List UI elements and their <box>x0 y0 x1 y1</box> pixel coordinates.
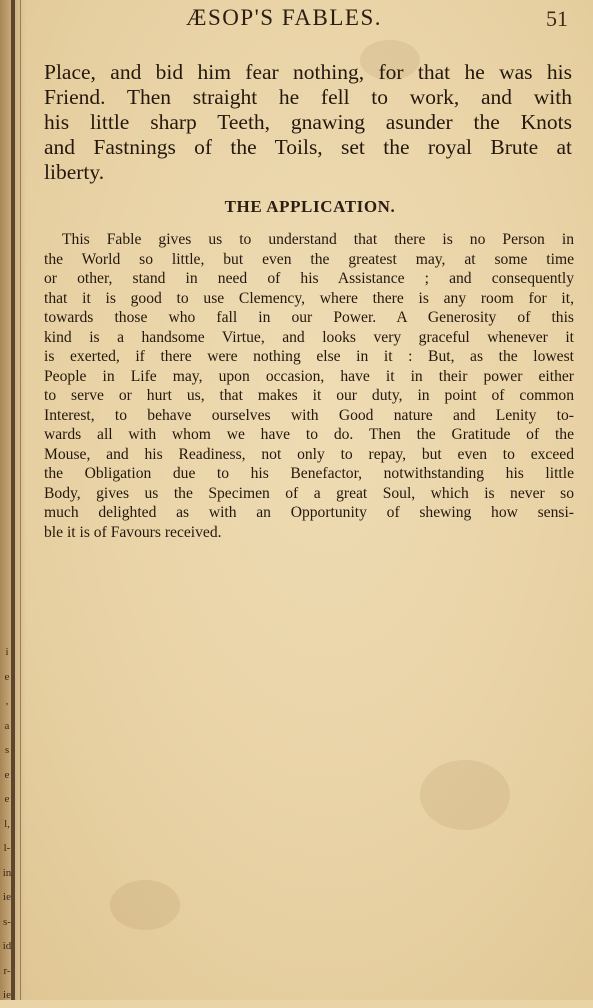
text-line: liberty. <box>44 160 105 184</box>
fable-body <box>44 60 572 185</box>
text-line: wards all with whom we have to do. Then the Gratitude of the <box>44 426 574 443</box>
text-line: kind is a handsome Virtue, and looks very graceful whenever it <box>44 328 574 346</box>
text-line: and Fastnings of the Toils, set the royal Brute at <box>44 135 572 159</box>
fragment: ie <box>3 891 11 903</box>
text-line: ble it is of Favours received. <box>44 523 222 541</box>
fragment: i <box>5 646 9 658</box>
text-line: his little sharp Teeth, gnawing asunder the Knots <box>44 110 572 134</box>
text-line: Interest, to behave ourselves with Good nature and Lenity to- <box>44 406 574 424</box>
fragment: l, <box>4 817 10 830</box>
text-line: the World so little, but even the greatest may, at some time <box>44 250 574 268</box>
running-title: ÆSOP'S FABLES. <box>186 5 383 30</box>
text-line: or other, stand in need of his Assistance ; and consequently <box>44 270 574 287</box>
paper-stain <box>420 760 510 830</box>
text-line: to serve or hurt us, that makes it our duty, in point of common <box>44 387 574 404</box>
text-line: much delighted as with an Opportunity of shewing how sensi- <box>44 504 574 521</box>
text-line: Friend. Then straight he fell to work, and with <box>44 85 572 109</box>
binding-edge-thin <box>20 0 21 1000</box>
text-line: is exerted, if there were nothing else in it : But, as the lowest <box>44 348 574 365</box>
fragment: s- <box>3 915 11 928</box>
paper-stain <box>110 880 180 930</box>
text-line: People in Life may, upon occasion, have it in their power either <box>44 367 574 385</box>
fragment: , <box>5 695 9 707</box>
fragment: ie <box>3 989 11 1001</box>
facing-page-fragments <box>0 640 14 1008</box>
fragment: id <box>2 940 12 952</box>
text-line: Mouse, and his Readiness, not only to repay, but even to exceed <box>44 445 574 463</box>
binding-gutter <box>0 0 26 1000</box>
page-header <box>0 3 593 39</box>
fragment: e <box>4 768 10 781</box>
fragment: a <box>4 719 10 732</box>
text-line: Place, and bid him fear nothing, for that he was his <box>44 60 572 84</box>
text-line: the Obligation due to his Benefactor, notwithstanding his little <box>44 465 574 482</box>
fragment: e <box>4 670 10 683</box>
fragment: e <box>4 793 10 805</box>
fragment: s <box>4 744 10 756</box>
section-heading: THE APPLICATION. <box>224 197 396 216</box>
fragment: in <box>2 866 12 879</box>
text-line: Body, gives us the Specimen of a great Soul, which is never so <box>44 484 574 502</box>
page-number: 51 <box>546 6 568 31</box>
text-line: This Fable gives us to understand that there is no Person in <box>62 231 574 248</box>
fragment: r- <box>3 964 11 977</box>
text-line: that it is good to use Clemency, where there is any room for it, <box>44 289 574 307</box>
fragment: l- <box>3 842 11 854</box>
application-body <box>44 230 574 542</box>
text-line: towards those who fall in our Power. A Generosity of this <box>44 309 574 326</box>
